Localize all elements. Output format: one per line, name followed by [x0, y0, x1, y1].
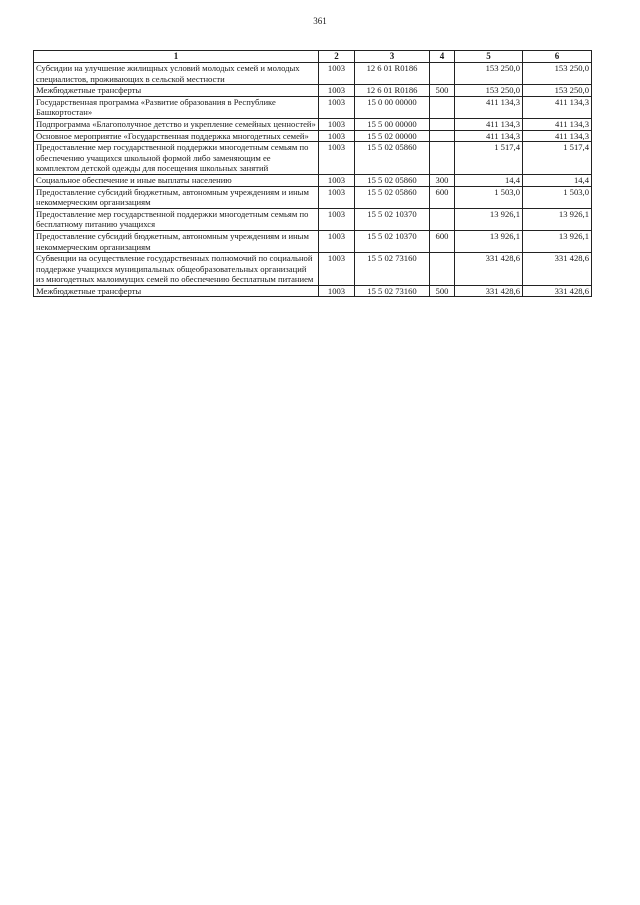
column-header-3: 3 [355, 51, 430, 63]
column-header-6: 6 [523, 51, 592, 63]
row-name-cell: Предоставление мер государственной поддержки многодетным семьям по бесплатному питанию учащихся [34, 208, 319, 230]
table-row [34, 285, 592, 297]
table-row [34, 142, 592, 175]
row-code-cell: 15 5 02 00000 [355, 130, 430, 142]
row-code-cell: 15 5 02 10370 [355, 230, 430, 252]
row-value-6-cell: 411 134,3 [523, 96, 592, 118]
table-row [34, 96, 592, 118]
row-value-6-cell: 1 517,4 [523, 142, 592, 175]
row-name-cell: Подпрограмма «Благополучное детство и укрепление семейных ценностей» [34, 118, 319, 130]
row-type-cell [430, 142, 455, 175]
row-value-6-cell: 331 428,6 [523, 285, 592, 297]
budget-table [33, 50, 592, 297]
row-code-cell: 15 5 02 73160 [355, 253, 430, 286]
row-type-cell: 500 [430, 85, 455, 97]
row-type-cell [430, 208, 455, 230]
table-header-row [34, 51, 592, 63]
row-section-cell: 1003 [319, 85, 355, 97]
table-row [34, 208, 592, 230]
row-value-5-cell: 1 503,0 [455, 186, 523, 208]
row-type-cell [430, 118, 455, 130]
row-value-5-cell: 411 134,3 [455, 96, 523, 118]
row-value-6-cell: 411 134,3 [523, 130, 592, 142]
row-section-cell: 1003 [319, 208, 355, 230]
row-section-cell: 1003 [319, 285, 355, 297]
row-type-cell: 500 [430, 285, 455, 297]
row-name-cell: Межбюджетные трансферты [34, 285, 319, 297]
row-code-cell: 12 6 01 R0186 [355, 63, 430, 85]
row-section-cell: 1003 [319, 130, 355, 142]
column-header-1: 1 [34, 51, 319, 63]
row-value-5-cell: 411 134,3 [455, 130, 523, 142]
row-code-cell: 12 6 01 R0186 [355, 85, 430, 97]
row-section-cell: 1003 [319, 253, 355, 286]
row-code-cell: 15 5 02 05860 [355, 186, 430, 208]
row-code-cell: 15 5 02 10370 [355, 208, 430, 230]
row-name-cell: Основное мероприятие «Государственная поддержка многодетных семей» [34, 130, 319, 142]
row-section-cell: 1003 [319, 96, 355, 118]
row-type-cell: 600 [430, 230, 455, 252]
row-code-cell: 15 5 02 05860 [355, 142, 430, 175]
table-row [34, 230, 592, 252]
row-value-5-cell: 153 250,0 [455, 63, 523, 85]
row-section-cell: 1003 [319, 230, 355, 252]
row-code-cell: 15 5 02 05860 [355, 174, 430, 186]
row-type-cell: 300 [430, 174, 455, 186]
row-value-5-cell: 13 926,1 [455, 230, 523, 252]
row-section-cell: 1003 [319, 186, 355, 208]
row-value-5-cell: 14,4 [455, 174, 523, 186]
row-value-5-cell: 1 517,4 [455, 142, 523, 175]
row-value-6-cell: 13 926,1 [523, 230, 592, 252]
row-name-cell: Субсидии на улучшение жилищных условий молодых семей и молодых специалистов, проживающих в сельской местности [34, 63, 319, 85]
row-value-5-cell: 13 926,1 [455, 208, 523, 230]
row-value-5-cell: 411 134,3 [455, 118, 523, 130]
row-name-cell: Субвенции на осуществление государственных полномочий по социальной поддержке учащихся муниципальных общеобразовательных организаций из многодетных малоимущих семей по обеспечению бесплатным питанием [34, 253, 319, 286]
table-row [34, 130, 592, 142]
row-value-6-cell: 1 503,0 [523, 186, 592, 208]
row-type-cell [430, 63, 455, 85]
table-row [34, 118, 592, 130]
table-row [34, 85, 592, 97]
row-type-cell: 600 [430, 186, 455, 208]
row-section-cell: 1003 [319, 63, 355, 85]
row-name-cell: Предоставление мер государственной поддержки многодетным семьям по обеспечению учащихся школьной формой либо заменяющим ее комплектом детской одежды для посещения школьных занятий [34, 142, 319, 175]
table-body [34, 63, 592, 297]
row-value-6-cell: 331 428,6 [523, 253, 592, 286]
row-section-cell: 1003 [319, 174, 355, 186]
table-row [34, 63, 592, 85]
row-type-cell [430, 130, 455, 142]
row-value-6-cell: 411 134,3 [523, 118, 592, 130]
row-value-5-cell: 331 428,6 [455, 253, 523, 286]
row-code-cell: 15 0 00 00000 [355, 96, 430, 118]
table-row [34, 174, 592, 186]
row-code-cell: 15 5 02 73160 [355, 285, 430, 297]
row-name-cell: Социальное обеспечение и иные выплаты населению [34, 174, 319, 186]
row-name-cell: Межбюджетные трансферты [34, 85, 319, 97]
table-row [34, 186, 592, 208]
column-header-4: 4 [430, 51, 455, 63]
row-section-cell: 1003 [319, 142, 355, 175]
row-value-6-cell: 14,4 [523, 174, 592, 186]
row-type-cell [430, 96, 455, 118]
row-name-cell: Предоставление субсидий бюджетным, автономным учреждениям и иным некоммерческим организациям [34, 186, 319, 208]
row-value-5-cell: 153 250,0 [455, 85, 523, 97]
column-header-5: 5 [455, 51, 523, 63]
row-section-cell: 1003 [319, 118, 355, 130]
row-value-5-cell: 331 428,6 [455, 285, 523, 297]
row-type-cell [430, 253, 455, 286]
column-header-2: 2 [319, 51, 355, 63]
table-row [34, 253, 592, 286]
row-value-6-cell: 13 926,1 [523, 208, 592, 230]
row-value-6-cell: 153 250,0 [523, 85, 592, 97]
row-value-6-cell: 153 250,0 [523, 63, 592, 85]
page-number: 361 [313, 16, 327, 26]
row-name-cell: Предоставление субсидий бюджетным, автономным учреждениям и иным некоммерческим организациям [34, 230, 319, 252]
row-code-cell: 15 5 00 00000 [355, 118, 430, 130]
row-name-cell: Государственная программа «Развитие образования в Республике Башкортостан» [34, 96, 319, 118]
